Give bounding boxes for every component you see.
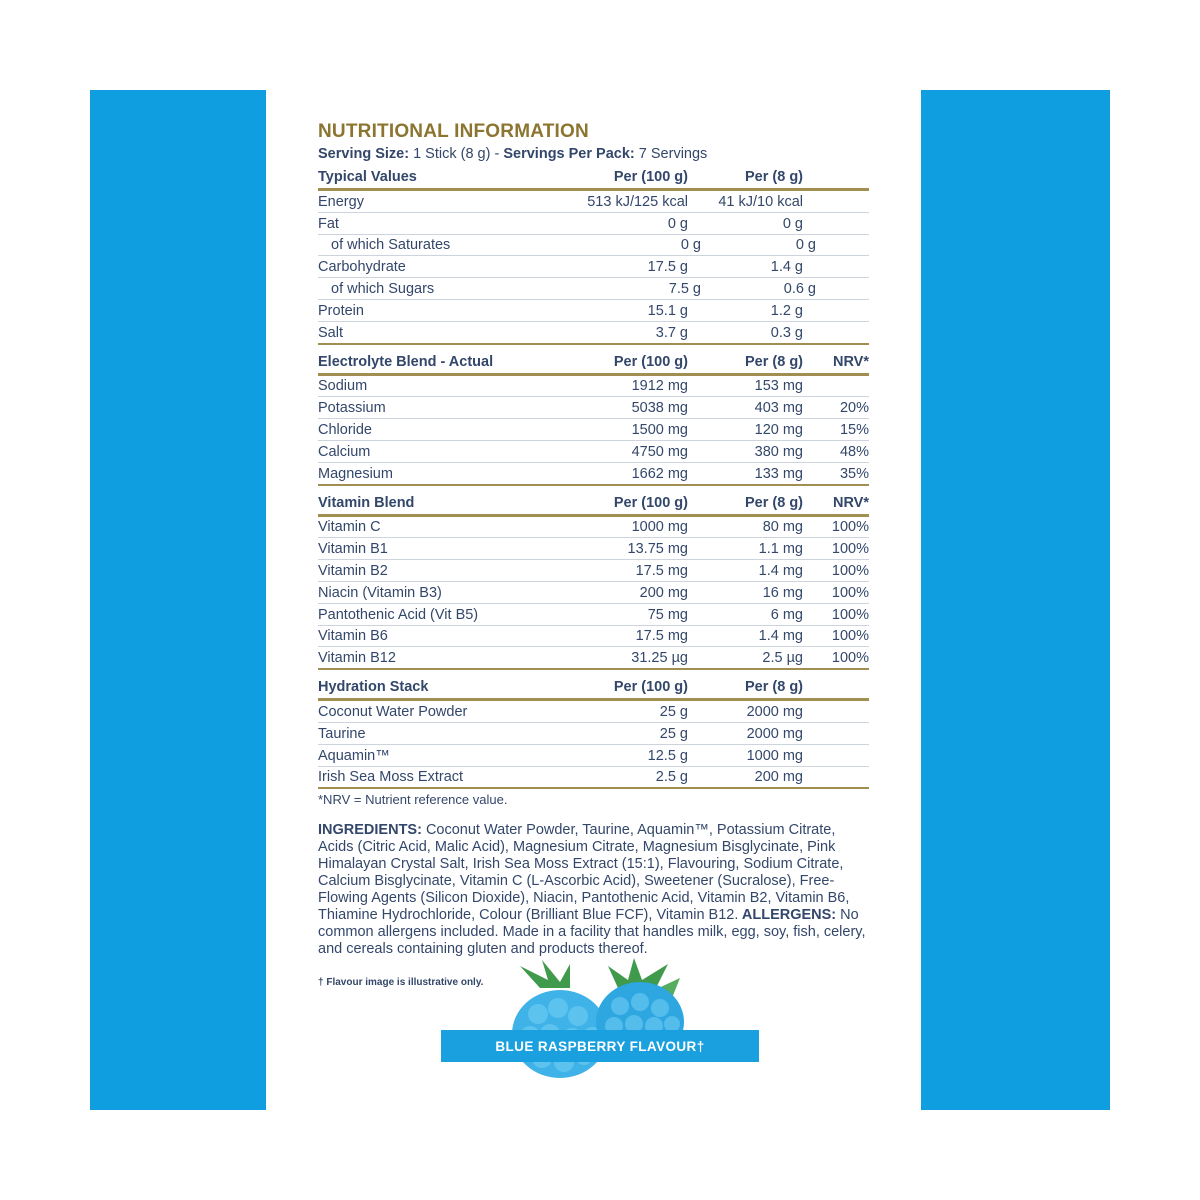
header-cell: Vitamin Blend [318,494,415,511]
cell-p8: 1.1 mg [758,541,803,558]
electrolyte-blend-table [318,352,869,486]
table-row [318,213,869,235]
cell-p100: 513 kJ/125 kcal [587,193,688,210]
cell-name: Aquamin™ [318,747,390,764]
hydration-stack-table [318,677,869,789]
cell-p100: 25 g [659,703,688,720]
cell-nrv: 100% [831,562,869,579]
cell-p100: 0 g [667,215,688,232]
table-row [318,463,869,486]
cell-name: Chloride [318,421,372,438]
header-cell: NRV* [833,353,869,370]
table-row [318,322,869,345]
cell-nrv: 48% [839,443,869,460]
cell-name: Calcium [318,443,371,460]
page-title: NUTRITIONAL INFORMATION [318,121,589,142]
cell-p8: 16 mg [762,584,803,601]
cell-p100: 200 mg [639,584,688,601]
table-row [318,278,869,300]
header-cell: Per (100 g) [613,679,688,696]
cell-p8: 380 mg [754,443,803,460]
cell-nrv: 20% [839,400,869,417]
cell-name: Potassium [318,400,386,417]
right-blue-band [921,90,1110,1110]
table-row [318,582,869,604]
cell-p100: 75 mg [647,606,688,623]
cell-p8: 153 mg [754,378,803,395]
blue-raspberry-image [500,958,700,1090]
cell-p100: 13.75 mg [627,541,688,558]
cell-name: Vitamin B12 [318,650,396,667]
table-row [318,745,869,767]
cell-p100: 12.5 g [647,747,688,764]
table-row [318,723,869,745]
table-row [318,419,869,441]
cell-name: Niacin (Vitamin B3) [318,584,442,601]
cell-p100: 1000 mg [631,519,688,536]
allergens-label: ALLERGENS: [738,907,837,924]
cell-p8: 41 kJ/10 kcal [718,193,803,210]
serving-info [318,145,869,163]
header-cell: Per (8 g) [744,494,803,511]
ingredients-text: Coconut Water Powder, Taurine, Aquamin™, Potassium Citrate, Acids (Citric Acid, Malic Acid), Magnesium Citrate, Magnesium Bisglycinate, Pink Himalayan Crystal Salt, Irish Sea Moss Extract (15:1), Flavouring, Sodium Citrate, Calcium Bisglycinate, Vitamin C (L-Ascorbic Acid), Sweetener (Sucralose), Free-Flowing Agents (Silicon Dioxide), Niacin, Pantothenic Acid, Vitamin B2, Vitamin B6, Thiamine Hydrochloride, Colour (Brilliant Blue FCF), Vitamin B12. [318,822,850,924]
table-row [318,300,869,322]
header-cell: Typical Values [318,169,417,185]
cell-name: Vitamin B1 [318,541,388,558]
cell-p100: 1912 mg [631,378,688,395]
cell-name: Irish Sea Moss Extract [318,769,464,786]
cell-name: Fat [318,215,339,232]
cell-p8: 0.3 g [770,324,803,341]
cell-name: Salt [318,324,343,341]
cell-name: Carbohydrate [318,259,406,276]
cell-p100: 7.5 g [668,280,701,297]
cell-p8: 120 mg [754,421,803,438]
header-cell: Per (8 g) [744,679,803,696]
cell-p8: 2000 mg [746,703,803,720]
table-row [318,560,869,582]
typical-values-table [318,167,869,345]
cell-p8: 2000 mg [746,725,803,742]
cell-p8: 1.4 mg [758,628,803,645]
header-cell: Hydration Stack [318,679,429,696]
cell-name: Pantothenic Acid (Vit B5) [318,606,479,623]
vitamin-blend-table [318,493,869,671]
cell-p8: 1.2 g [770,302,803,319]
cell-p8: 0 g [782,215,803,232]
cell-nrv: 100% [831,650,869,667]
cell-name: Sodium [318,378,368,395]
left-blue-band [90,90,266,1110]
table-row [318,441,869,463]
serving-size-label: Serving Size: [318,146,410,162]
cell-p100: 25 g [659,725,688,742]
cell-p8: 1.4 mg [758,562,803,579]
cell-name: Taurine [318,725,366,742]
nrv-footnote: *NRV = Nutrient reference value. [318,792,508,808]
servings-per-pack-value: 7 Servings [638,146,708,162]
cell-p100: 31.25 µg [631,650,688,667]
table-header-row [318,167,869,191]
table-row [318,517,869,539]
table-row [318,604,869,626]
table-row [318,191,869,213]
cell-name: Coconut Water Powder [318,703,468,720]
cell-p8: 1.4 g [770,259,803,276]
table-row [318,256,869,278]
cell-p8: 133 mg [754,465,803,482]
cell-p8: 403 mg [754,400,803,417]
cell-name: Energy [318,193,364,210]
servings-per-pack-label: Servings Per Pack: [503,146,635,162]
cell-name: Vitamin B6 [318,628,388,645]
serving-size-value: 1 Stick (8 g) [413,146,491,162]
cell-p100: 5038 mg [631,400,688,417]
cell-nrv: 100% [831,584,869,601]
ingredients-paragraph [318,822,870,958]
cell-p8: 0 g [795,237,816,254]
cell-nrv: 100% [831,519,869,536]
allergens-text: No common allergens included. Made in a facility that handles milk, egg, soy, fish, celery, and cereals containing gluten and products thereof. [318,907,866,958]
serving-separator: - [494,146,500,162]
cell-p100: 1662 mg [631,465,688,482]
table-header-row [318,677,869,701]
table-header-row [318,352,869,376]
table-row [318,767,869,790]
cell-p100: 0 g [680,237,701,254]
header-cell: Electrolyte Blend - Actual [318,353,494,370]
cell-name: of which Sugars [331,280,435,297]
header-cell: Per (100 g) [613,353,688,370]
cell-nrv: 100% [831,606,869,623]
cell-nrv: 100% [831,541,869,558]
cell-p100: 17.5 mg [635,562,688,579]
cell-nrv: 15% [839,421,869,438]
ingredients-label: INGREDIENTS: [318,822,422,839]
cell-p100: 2.5 g [655,769,688,786]
cell-nrv: 35% [839,465,869,482]
cell-p100: 17.5 mg [635,628,688,645]
table-row [318,376,869,398]
table-row [318,538,869,560]
cell-p100: 1500 mg [631,421,688,438]
table-row [318,397,869,419]
cell-nrv: 100% [831,628,869,645]
cell-name: of which Saturates [331,237,451,254]
cell-p100: 3.7 g [655,324,688,341]
cell-name: Protein [318,302,364,319]
table-row [318,701,869,723]
table-row [318,626,869,648]
cell-p8: 0.6 g [783,280,816,297]
cell-p100: 4750 mg [631,443,688,460]
header-cell: Per (100 g) [613,169,688,185]
header-cell: Per (8 g) [744,169,803,185]
header-cell: Per (8 g) [744,353,803,370]
header-cell: NRV* [833,494,869,511]
cell-p100: 17.5 g [647,259,688,276]
cell-p8: 1000 mg [746,747,803,764]
cell-name: Vitamin C [318,519,381,536]
flavour-banner: BLUE RASPBERRY FLAVOUR† [441,1030,759,1062]
cell-name: Vitamin B2 [318,562,388,579]
cell-p100: 15.1 g [647,302,688,319]
cell-p8: 200 mg [754,769,803,786]
cell-p8: 6 mg [770,606,803,623]
header-cell: Per (100 g) [613,494,688,511]
cell-p8: 80 mg [762,519,803,536]
cell-p8: 2.5 µg [762,650,803,667]
table-row [318,647,869,670]
nutrition-panel [318,119,869,958]
table-header-row [318,493,869,517]
table-row [318,235,869,257]
leaf-left-icon [520,960,570,988]
flavour-image-note: † Flavour image is illustrative only. [318,977,484,988]
cell-name: Magnesium [318,465,393,482]
